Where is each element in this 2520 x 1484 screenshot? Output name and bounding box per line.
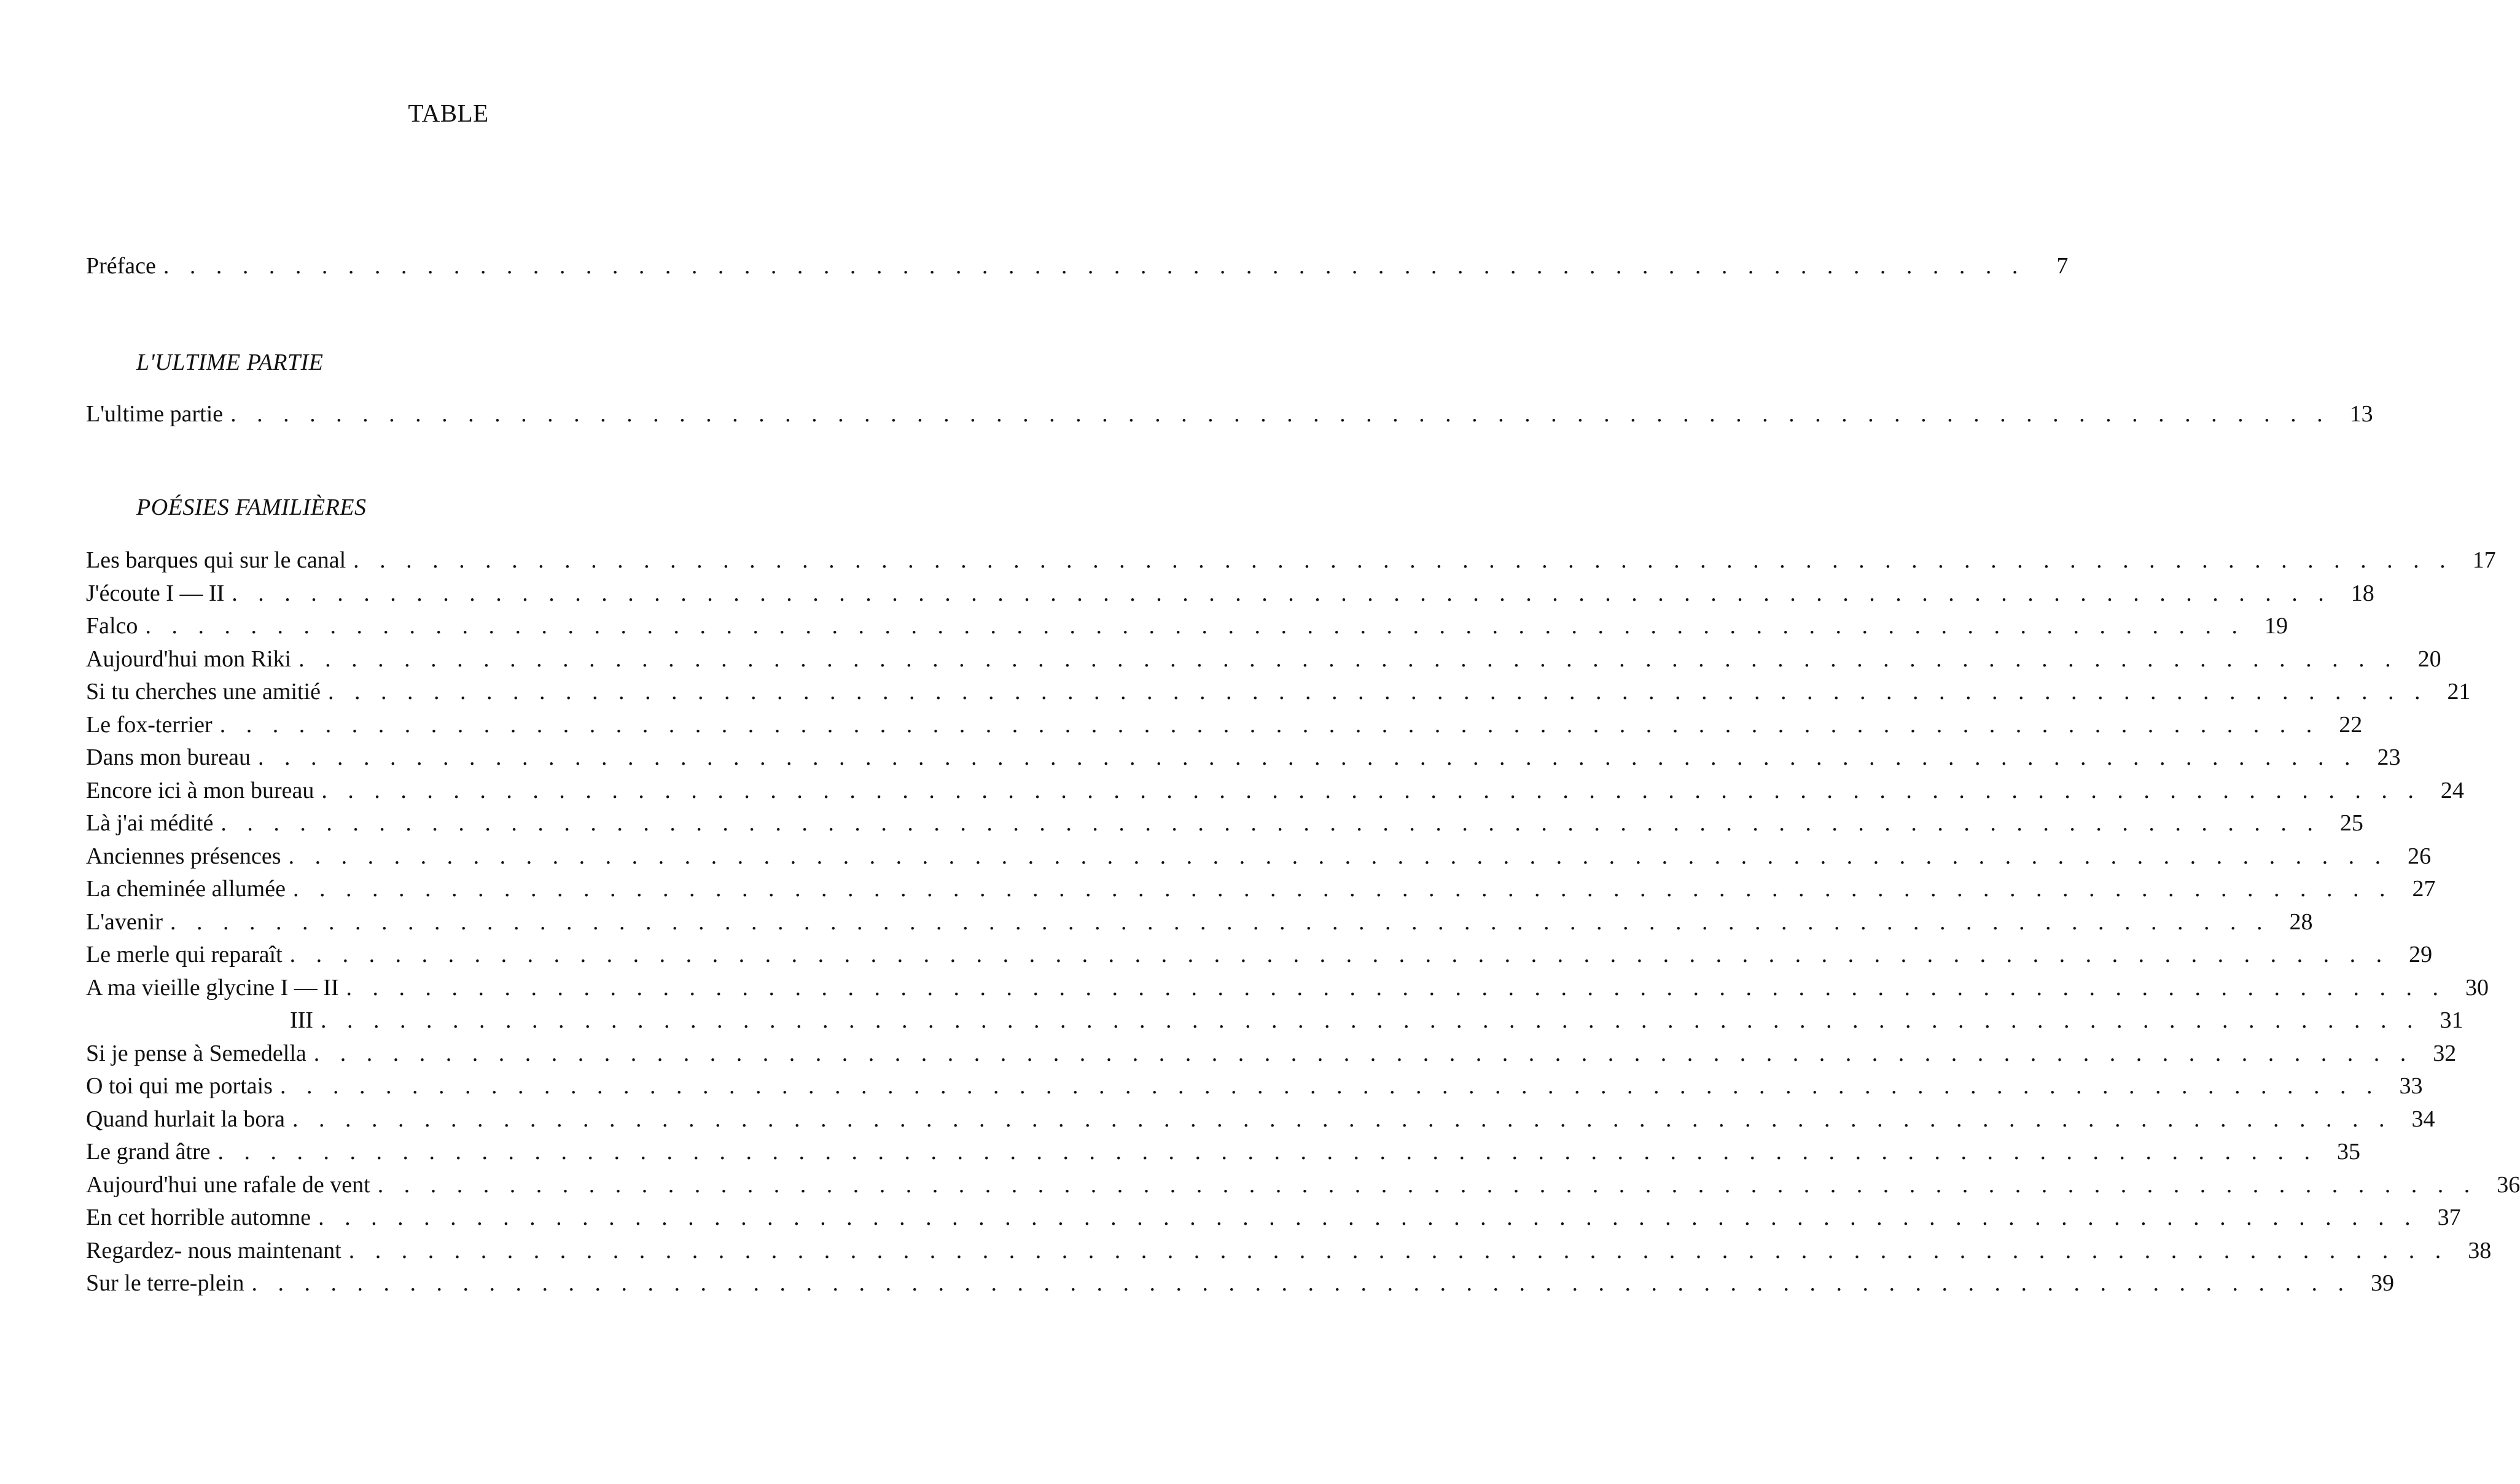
toc-entry[interactable] <box>86 676 2471 709</box>
section-heading: L'ULTIME PARTIE <box>136 350 324 375</box>
toc-entry[interactable] <box>86 972 2489 1005</box>
dot-leader: . . . . . . . . . . . . . . . . . . . . . . . . . . . . . . . . . . . . . . . . . . . . . . . . . . . . . . . . . . . . . . . . . . . . . . . . . . . . . . . . <box>328 679 2428 705</box>
page-number: 37 <box>2437 1205 2461 1230</box>
dot-leader: . . . . . . . . . . . . . . . . . . . . . . . . . . . . . . . . . . . . . . . . . . . . . . . . . . . . . . . . . . . . . . . . . . . . . . . . . . . . . . . . <box>313 1040 2414 1066</box>
entry-title: Regardez- nous maintenant <box>86 1237 341 1263</box>
page-number: 22 <box>2339 711 2363 738</box>
entry-title: Là j'ai médité <box>86 810 214 836</box>
page-number: 20 <box>2417 646 2441 672</box>
dot-leader: . . . . . . . . . . . . . . . . . . . . . . . . . . . . . . . . . . . . . . . . . . . . . . . . . . . . . . . . . . . . . . . . . . . . . . . . . . . . . . . . <box>289 942 2390 967</box>
entry-title: Encore ici à mon bureau <box>86 777 314 803</box>
dot-leader: . . . . . . . . . . . . . . . . . . . . . . . . . . . . . . . . . . . . . . . . . . . . . . . . . . . . . . . . . . . . . . . . . . . . . . . . . . . . . . . . <box>318 1205 2418 1230</box>
dot-leader: . . . . . . . . . . . . . . . . . . . . . . . . . . . . . . . . . . . . . . . . . . . . . . . . . . . . . . . . . . . . . . . . . . . . . . . . . . . . . . . . <box>217 1139 2318 1165</box>
entry-title: Anciennes présences <box>86 843 281 869</box>
page-number: 38 <box>2468 1237 2492 1263</box>
entry-title: Le merle qui reparaît <box>86 942 283 967</box>
dot-leader: . . . . . . . . . . . . . . . . . . . . . . . . . . . . . . . . . . . . . . . . . . . . . . . . . . . . . . . . . . . . . . . . . . . . . . . . . . . . . . . . <box>377 1171 2478 1198</box>
entry-title: O toi qui me portais <box>86 1073 273 1099</box>
entry-title: Dans mon bureau <box>86 744 251 770</box>
toc-entry[interactable] <box>86 577 2374 611</box>
entry-title: L'avenir <box>86 908 163 935</box>
page-number: 18 <box>2350 580 2374 606</box>
dot-leader: . . . . . . . . . . . . . . . . . . . . . . . . . . . . . . . . . . . . . . . . . . . . . . . . . . . . . . . . . . . . . . . . . . . . . . . . . . . . . . . . <box>292 876 2393 902</box>
entry-title: Si tu cherches une amitié <box>86 679 321 705</box>
toc-entry[interactable] <box>86 1070 2423 1103</box>
page-number: 29 <box>2409 942 2433 967</box>
toc-entry[interactable] <box>86 775 2464 808</box>
page-number: 24 <box>2440 777 2464 803</box>
entry-title: Sur le terre-plein <box>86 1270 244 1296</box>
page-number: 35 <box>2337 1139 2361 1165</box>
page-number: 39 <box>2370 1270 2394 1296</box>
page-number: 25 <box>2339 810 2363 836</box>
entry-title: J'écoute I — II <box>86 580 225 606</box>
toc-entry[interactable] <box>86 709 2363 742</box>
dot-leader: . . . . . . . . . . . . . . . . . . . . . . . . . . . . . . . . . . . . . . . . . . . . . . . . . . . . . . . . . . . . . . . . . . . . . . . . . . . . . . . . <box>279 1073 2380 1099</box>
dot-leader: . . . . . . . . . . . . . . . . . . . . . . . . . . . . . . . . . . . . . . . . . . . . . . . . . . . . . . . . . . . . . . . . . . . . . . . . . . . . . . . . <box>321 777 2421 803</box>
toc-entry[interactable] <box>86 939 2433 972</box>
entry-title: En cet horrible automne <box>86 1205 311 1230</box>
page-number: 21 <box>2447 679 2471 705</box>
entry-title: La cheminée allumée <box>86 876 286 902</box>
toc-entry[interactable] <box>86 906 2313 939</box>
dot-leader: . . . . . . . . . . . . . . . . . . . . . . . . . . . . . . . . . . . . . . . . . . . . . . . . . . . . . . . . . . . . . . . . . . . . . . . . . . . . . . . . <box>288 843 2389 869</box>
dot-leader: . . . . . . . . . . . . . . . . . . . . . . . . . . . . . . . . . . . . . . . . . . . . . . . . . . . . . . . . . . . . . . . . . . . . . . . . . . . . . . . . <box>251 1270 2351 1296</box>
dot-leader: . . . . . . . . . . . . . . . . . . . . . . . . . . . . . . . . . . . . . . . . . . . . . . . . . . . . . . . . . . . . . . . . . . . . . . . . . . . . . . . . <box>170 908 2270 935</box>
dot-leader: . . . . . . . . . . . . . . . . . . . . . . . . . . . . . . . . . . . . . . . . . . . . . . . . . . . . . . . . . . . . . . . . . . . . . . . . . . . . . . . . <box>346 974 2446 1001</box>
entry-title: L'ultime partie <box>86 401 224 427</box>
page-number: 33 <box>2399 1073 2423 1099</box>
toc-entry[interactable] <box>86 1103 2435 1136</box>
page-number: 31 <box>2440 1007 2463 1033</box>
toc-entry[interactable] <box>86 873 2436 906</box>
entry-title: Les barques qui sur le canal <box>86 547 346 573</box>
dot-leader: . . . . . . . . . . . . . . . . . . . . . . . . . . . . . . . . . . . . . . . . . . . . . . . . . . . . . . . . . . . . . . . . . . . . . . . . . . . . . . . . <box>320 1007 2421 1033</box>
toc-entry[interactable] <box>86 643 2441 676</box>
dot-leader: . . . . . . . . . . . . . . . . . . . . . . . . . . . . . . . . . . . . . . . . . . . . . . . . . . . . . . . . . . . . . . . . . . . . . . . . . . . . . . . . <box>219 711 2320 738</box>
dot-leader: . . . . . . . . . . . . . . . . . . . . . . . . . . . . . . . . . . . . . . . . . . . . . . . . . . . . . . . . . . . . . . . . . . . . . . . . . . . . . . . . <box>230 401 2330 427</box>
toc-entry[interactable] <box>86 1169 2520 1202</box>
entry-title: Si je pense à Semedella <box>86 1040 306 1066</box>
toc-entry[interactable] <box>86 807 2363 840</box>
entry-title: Le grand âtre <box>86 1139 211 1165</box>
dot-leader: . . . . . . . . . . . . . . . . . . . . . . . . . . . . . . . . . . . . . . . . . . . . . . . . . . . . . . . . . . . . . . . . . . . . . . . . . . . . . . . . <box>258 744 2358 770</box>
page-number: 28 <box>2289 908 2313 935</box>
page-title: TABLE <box>408 99 489 127</box>
page-number: 34 <box>2411 1106 2435 1132</box>
toc-entry[interactable] <box>86 1136 2361 1169</box>
dot-leader: . . . . . . . . . . . . . . . . . . . . . . . . . . . . . . . . . . . . . . . . . . . . . . . . . . . . . . . . . . . . . . . . . . . . . . . . . . . . . . . . <box>292 1106 2392 1132</box>
toc-entry[interactable] <box>86 544 2496 577</box>
toc-entry[interactable] <box>86 1235 2492 1268</box>
entry-title: A ma vieille glycine I — II <box>86 974 339 1001</box>
toc-preface <box>86 250 2069 283</box>
entry-title: Falco <box>86 613 138 639</box>
page-number: 36 <box>2497 1171 2520 1198</box>
page-number: 30 <box>2465 974 2489 1001</box>
entry-title: Aujourd'hui une rafale de vent <box>86 1171 370 1198</box>
toc-entry[interactable] <box>86 741 2401 775</box>
entry-title: Le fox-terrier <box>86 711 213 738</box>
toc-entry[interactable] <box>86 840 2432 873</box>
entry-title: Préface <box>86 253 156 279</box>
entry-title: Quand hurlait la bora <box>86 1106 285 1132</box>
toc-section2-list <box>86 544 2520 1300</box>
toc-entry[interactable] <box>86 1037 2457 1071</box>
dot-leader: . . . . . . . . . . . . . . . . . . . . . . . . . . . . . . . . . . . . . . . . . . . . . . . . . . . . . . . . . . . . . . . . . . . . . . . . . . . . . . . . <box>298 646 2398 672</box>
entry-title: III <box>290 1007 313 1033</box>
page-number: 17 <box>2472 547 2496 573</box>
toc-entry[interactable] <box>86 610 2288 643</box>
toc-entry[interactable] <box>86 1267 2394 1300</box>
page-number: 23 <box>2377 744 2401 770</box>
page-number: 26 <box>2408 843 2432 869</box>
page-number: 32 <box>2433 1040 2457 1066</box>
dot-leader: . . . . . . . . . . . . . . . . . . . . . . . . . . . . . . . . . . . . . . . . . . . . . . . . . . . . . . . . . . . . . . . . . . . . . . . . . . . . . . . . <box>348 1237 2449 1263</box>
dot-leader: . . . . . . . . . . . . . . . . . . . . . . . . . . . . . . . . . . . . . . . . . . . . . . . . . . . . . . . . . . . . . . . . . . . . . . . . . . . . . . . . <box>232 580 2331 606</box>
dot-leader: . . . . . . . . . . . . . . . . . . . . . . . . . . . . . . . . . . . . . . . . . . . . . . . . . . . . . . . . . . . . . . . . . . . . . . . <box>163 253 2026 279</box>
toc-entry[interactable] <box>86 1004 2463 1037</box>
toc-entry[interactable] <box>86 398 2373 431</box>
entry-title: Aujourd'hui mon Riki <box>86 646 292 672</box>
toc-entry[interactable] <box>86 1201 2461 1235</box>
dot-leader: . . . . . . . . . . . . . . . . . . . . . . . . . . . . . . . . . . . . . . . . . . . . . . . . . . . . . . . . . . . . . . . . . . . . . . . . . . . . . . . . <box>353 547 2453 573</box>
page-number: 13 <box>2349 401 2373 427</box>
page-number: 19 <box>2264 613 2288 639</box>
page-number: 27 <box>2412 876 2436 902</box>
dot-leader: . . . . . . . . . . . . . . . . . . . . . . . . . . . . . . . . . . . . . . . . . . . . . . . . . . . . . . . . . . . . . . . . . . . . . . . . . . . . . . . . <box>145 613 2245 639</box>
page-number: 7 <box>2056 253 2069 279</box>
section-heading: POÉSIES FAMILIÈRES <box>136 494 367 520</box>
toc-entry[interactable] <box>86 250 2069 283</box>
toc-section1-list <box>86 398 2373 431</box>
dot-leader: . . . . . . . . . . . . . . . . . . . . . . . . . . . . . . . . . . . . . . . . . . . . . . . . . . . . . . . . . . . . . . . . . . . . . . . . . . . . . . . . <box>220 810 2320 836</box>
